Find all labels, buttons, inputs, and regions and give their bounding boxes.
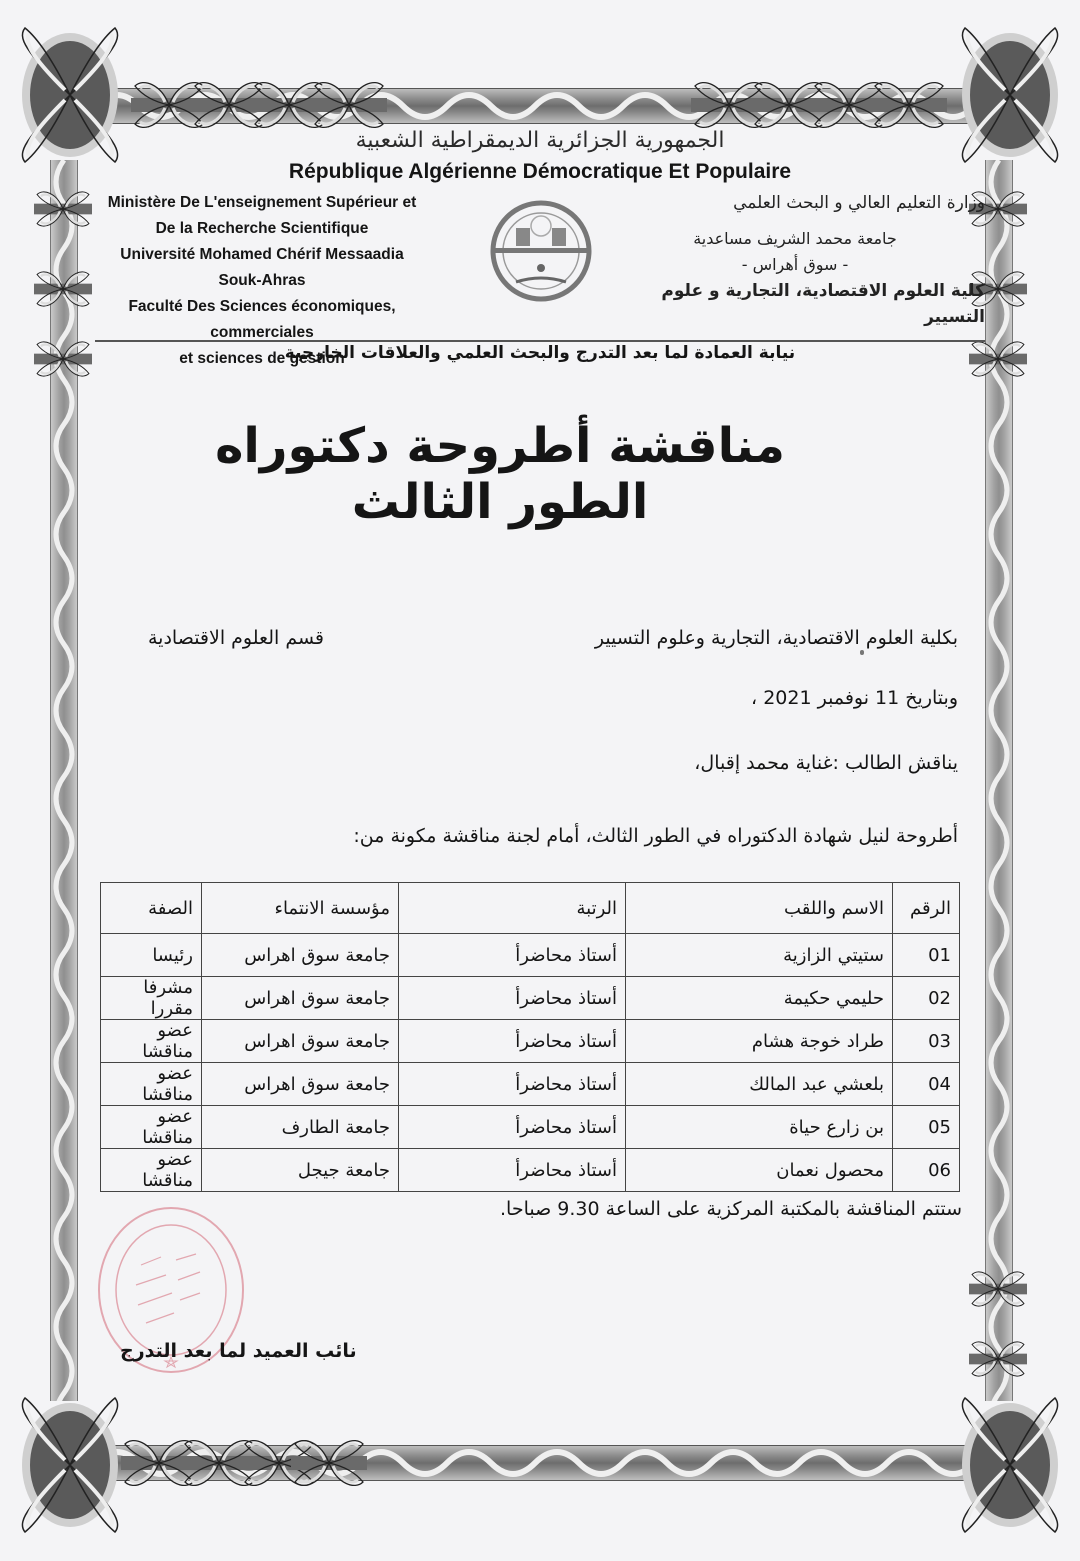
french-university: Université Mohamed Chérif Messaadia: [120, 246, 404, 263]
thesis-line: أطروحة لنيل شهادة الدكتوراه في الطور الثالث، أمام لجنة مناقشة مكونة من:: [353, 825, 958, 847]
cell-role: مشرفا مقررا: [101, 977, 202, 1020]
cell-name: بلعشي عبد المالك: [626, 1063, 893, 1106]
header-number: الرقم: [893, 883, 960, 934]
faculty-line: بكلية العلوم الاقتصادية، التجارية وعلوم التسيير: [594, 627, 958, 649]
vice-deanship: نيابة العمادة لما بعد التدرج والبحث العلمي والعلاقات الخارجية: [284, 343, 796, 363]
cell-number: 03: [893, 1020, 960, 1063]
shell-knot-icon: [880, 67, 938, 143]
cell-rank: أستاذ محاضرأ: [399, 1149, 626, 1192]
table-row: [101, 1149, 960, 1192]
shell-knot-icon: [300, 1425, 358, 1501]
arabic-institution-block: [605, 190, 985, 330]
ink-speck: [860, 650, 864, 655]
table-row: [101, 1020, 960, 1063]
cell-rank: أستاذ محاضرأ: [399, 1106, 626, 1149]
corner-ornament-top-right: [945, 20, 1075, 170]
signature-title: نائب العميد لما بعد التدرج: [120, 1340, 357, 1362]
shell-knot-icon: [960, 330, 1036, 388]
date-line: وبتاريخ 11 نوفمبر 2021 ،: [751, 687, 958, 709]
table-row: [101, 1063, 960, 1106]
table-row: [101, 1106, 960, 1149]
cell-institution: جامعة الطارف: [202, 1106, 399, 1149]
cell-name: حليمي حكيمة: [626, 977, 893, 1020]
table-row: [101, 934, 960, 977]
shell-knot-icon: [130, 1425, 188, 1501]
corner-ornament-top-left: [5, 20, 135, 170]
cell-rank: أستاذ محاضرأ: [399, 934, 626, 977]
header-name: الاسم واللقب: [626, 883, 893, 934]
cell-number: 02: [893, 977, 960, 1020]
shell-knot-icon: [200, 67, 258, 143]
cell-name: طراد خوجة هشام: [626, 1020, 893, 1063]
arabic-ministry: وزارة التعليم العالي و البحث العلمي: [733, 193, 985, 213]
cell-number: 04: [893, 1063, 960, 1106]
cell-institution: جامعة سوق اهراس: [202, 977, 399, 1020]
cell-role: عضو مناقشا: [101, 1063, 202, 1106]
header-rank: الرتبة: [399, 883, 626, 934]
venue-time-note: ستتم المناقشة بالمكتبة المركزية على الساعة 9.30 صباحا.: [500, 1198, 962, 1220]
arabic-city: - سوق أهراس -: [741, 255, 849, 274]
cell-role: عضو مناقشا: [101, 1149, 202, 1192]
department-line: قسم العلوم الاقتصادية: [148, 627, 324, 649]
table-row: [101, 977, 960, 1020]
cell-role: رئيسا: [101, 934, 202, 977]
french-ministry-line2: De la Recherche Scientifique: [155, 220, 369, 237]
student-line: يناقش الطالب :غناية محمد إقبال،: [694, 752, 958, 774]
arabic-university: جامعة محمد الشريف مساعدية: [693, 229, 897, 248]
french-republic-name: République Algérienne Démocratique Et Populaire: [288, 160, 792, 183]
header-institution: مؤسسة الانتماء: [202, 883, 399, 934]
arabic-republic-name: الجمهورية الجزائرية الديمقراطية الشعبية: [355, 128, 725, 153]
french-faculty-line2: et sciences de gestion: [179, 350, 345, 367]
cell-name: ستيتي الزازية: [626, 934, 893, 977]
cell-institution: جامعة سوق اهراس: [202, 934, 399, 977]
french-faculty-line1: Faculté Des Sciences économiques, commerciales: [128, 298, 396, 341]
cell-institution: جامعة سوق اهراس: [202, 1020, 399, 1063]
french-city: Souk-Ahras: [218, 272, 306, 289]
header-divider: [95, 340, 985, 342]
shell-knot-icon: [140, 67, 198, 143]
french-ministry-line1: Ministère De L'enseignement Supérieur et: [107, 194, 417, 211]
corner-ornament-bottom-right: [945, 1390, 1075, 1540]
cell-number: 01: [893, 934, 960, 977]
cell-role: عضو مناقشا: [101, 1106, 202, 1149]
cell-number: 06: [893, 1149, 960, 1192]
corner-ornament-bottom-left: [5, 1390, 135, 1540]
cell-role: عضو مناقشا: [101, 1020, 202, 1063]
cell-institution: جامعة سوق اهراس: [202, 1063, 399, 1106]
university-logo: [486, 196, 596, 306]
arabic-faculty: كلية العلوم الاقتصادية، التجارية و علوم التسيير: [661, 281, 985, 327]
shell-knot-icon: [190, 1425, 248, 1501]
cell-name: محصول نعمان: [626, 1149, 893, 1192]
cell-rank: أستاذ محاضرأ: [399, 1020, 626, 1063]
cell-institution: جامعة جيجل: [202, 1149, 399, 1192]
committee-table: [100, 882, 960, 1192]
shell-knot-icon: [960, 1260, 1036, 1318]
page-title: مناقشة أطروحة دكتوراه الطور الثالث: [215, 418, 785, 530]
shell-knot-icon: [960, 1330, 1036, 1388]
cell-rank: أستاذ محاضرأ: [399, 977, 626, 1020]
shell-knot-icon: [820, 67, 878, 143]
cell-name: بن زارع حياة: [626, 1106, 893, 1149]
cell-number: 05: [893, 1106, 960, 1149]
header-role: الصفة: [101, 883, 202, 934]
cell-rank: أستاذ محاضرأ: [399, 1063, 626, 1106]
table-header-row: [101, 883, 960, 934]
